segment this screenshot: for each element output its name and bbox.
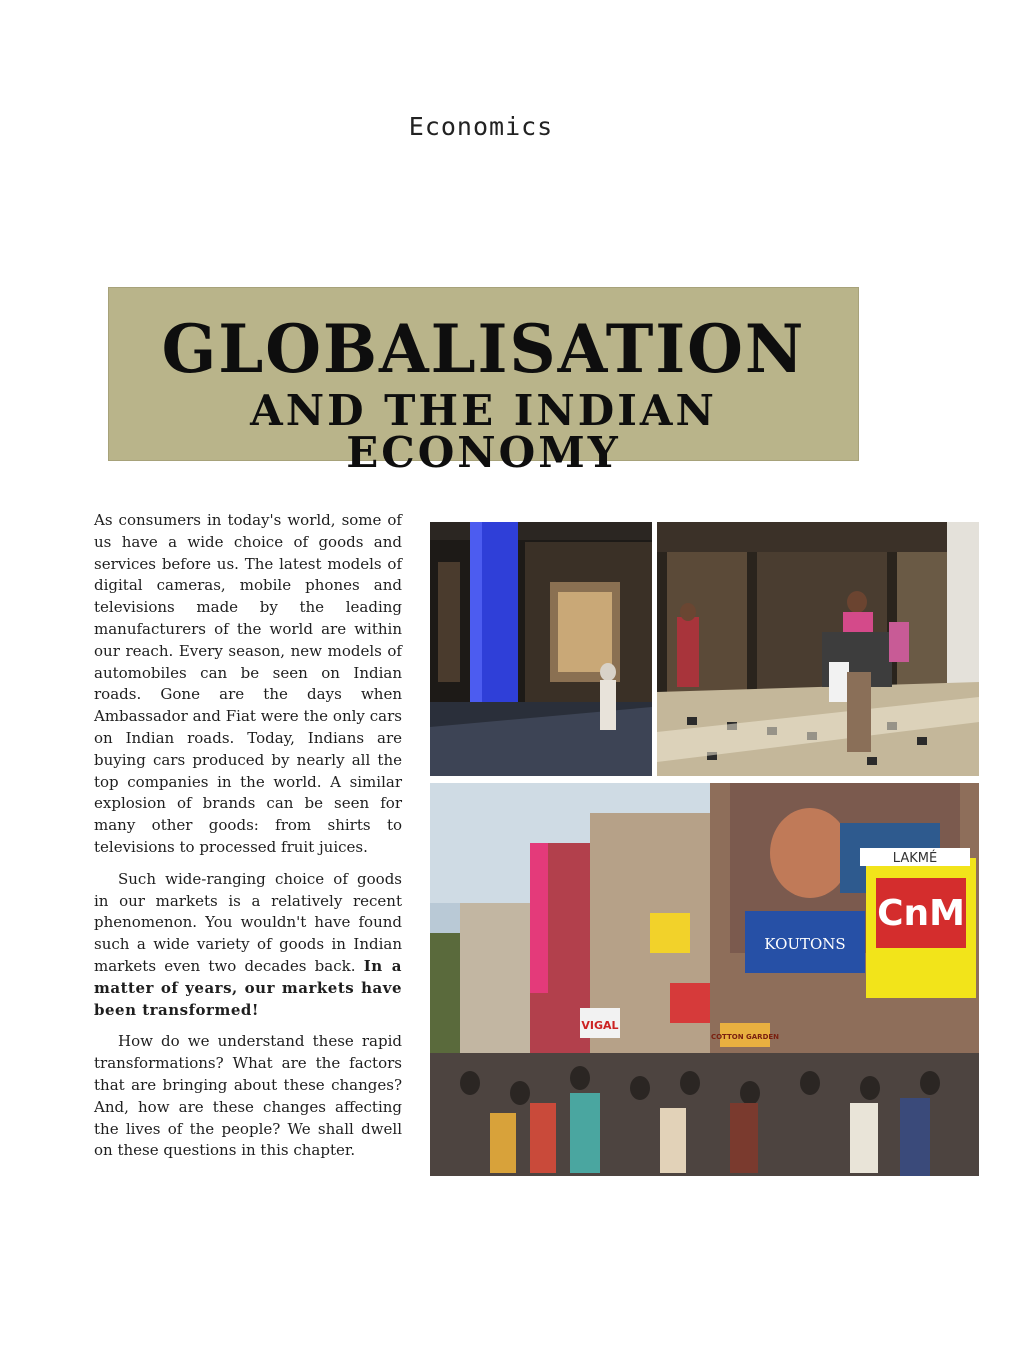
intro-paragraph-1: As consumers in today's world, some of us have a wide choice of goods and services before us. The latest models of digital cameras, mobile phones and televisions made by the leading manufacturers of the world are within our reach. Every season, new models of automobiles can be seen on Indian roads. Gone are the days when Ambassador and Fiat were the only cars on Indian roads. Today, Indians are buying cars produced by nearly all the top companies in the world. A similar explosion of brands can be seen for many other goods: from shirts to televisions to processed fruit juices. xyxy=(94,511,402,856)
sign-vigal-text: VIGAL xyxy=(581,1019,619,1032)
intro-paragraph-2 xyxy=(94,869,402,1022)
intro-paragraph-3: How do we understand these rapid transformations? What are the factors that are bringing about these changes? And, how are these changes affecting the lives of the people? We shall dwell on these questions in this chapter. xyxy=(94,1032,402,1160)
chapter-title-main: GLOBALISATION xyxy=(161,310,806,388)
intro-text xyxy=(94,510,402,1162)
intro-paragraph-2-text: Such wide-ranging choice of goods in our markets is a relatively recent phenomenon. You wouldn't have found such a wide variety of goods in Indian markets even two decades back. xyxy=(94,869,402,975)
running-header: Economics xyxy=(408,112,554,141)
sign-lakme-text: LAKMÉ xyxy=(892,851,938,866)
photo-shop-blue-pillar xyxy=(430,522,652,776)
intro-paragraph-2-emphasis: In a matter of years, our markets have been transformed! xyxy=(94,956,402,1019)
photo-shopper-girl xyxy=(657,522,979,776)
chapter-title-sub: AND THE INDIAN ECONOMY xyxy=(250,386,717,477)
sign-koutons-text: KOUTONS xyxy=(764,935,846,953)
sign-cotton-text: COTTON GARDEN xyxy=(710,1033,780,1041)
sign-cnm-text: CnM xyxy=(877,893,965,934)
photo-market-street xyxy=(430,783,979,1176)
chapter-title-banner xyxy=(108,287,859,477)
